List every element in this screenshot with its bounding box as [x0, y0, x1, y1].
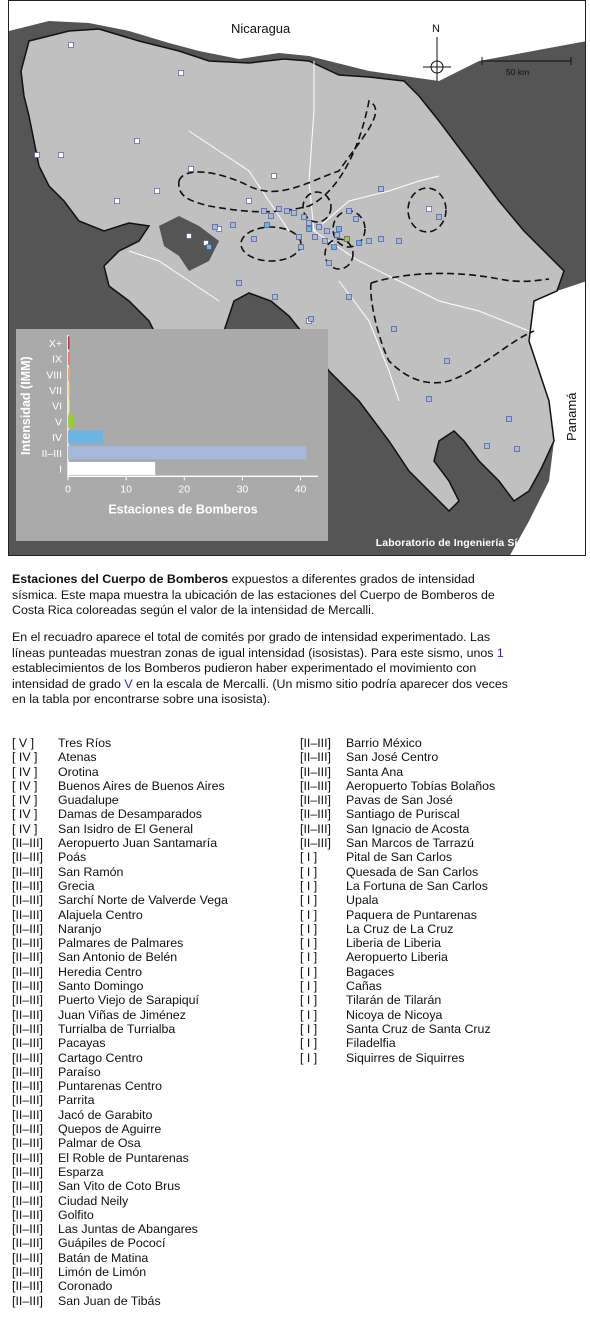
caption-p2-line3: establecimientos de los Bomberos pudieron haber experimentado el movimiento con	[12, 661, 477, 675]
station-name: Paquera de Puntarenas	[346, 907, 477, 922]
station-marker	[252, 237, 257, 242]
station-row	[12, 1093, 228, 1107]
chart-category-label: II–III	[41, 447, 62, 460]
station-intensity: [II–III]	[12, 1093, 43, 1108]
chart-x-tick-label: 10	[120, 483, 132, 496]
station-marker	[213, 225, 218, 230]
station-row	[12, 1136, 228, 1150]
station-row	[12, 807, 228, 821]
station-name: Poás	[58, 850, 87, 865]
station-intensity: [II–III]	[12, 893, 43, 908]
station-marker	[155, 189, 160, 194]
station-name: Esparza	[58, 1164, 104, 1179]
station-marker	[135, 139, 140, 144]
station-intensity: [II–III]	[300, 764, 331, 779]
station-name: San Antonio de Belén	[58, 950, 178, 965]
station-intensity: [ I ]	[300, 878, 318, 893]
station-intensity: [II–III]	[12, 1150, 43, 1165]
station-name: Siquirres de Siquirres	[346, 1050, 465, 1065]
station-name: Tilarán de Tilarán	[346, 993, 442, 1008]
station-intensity: [II–III]	[12, 907, 43, 922]
station-name: Puntarenas Centro	[58, 1079, 163, 1094]
station-row	[300, 979, 495, 993]
station-intensity: [II–III]	[12, 964, 43, 979]
chart-category-label: VII	[49, 384, 62, 397]
caption-title: Estaciones del Cuerpo de Bomberos	[12, 572, 229, 586]
station-marker	[507, 417, 512, 422]
chart-bar	[68, 336, 70, 349]
station-name: Palmar de Osa	[58, 1136, 141, 1151]
station-row	[300, 750, 495, 764]
station-marker	[247, 199, 252, 204]
station-name: Buenos Aires de Buenos Aires	[58, 778, 225, 793]
station-row	[300, 1036, 495, 1050]
station-marker	[272, 174, 277, 179]
station-row	[12, 1151, 228, 1165]
station-marker	[69, 43, 74, 48]
station-row	[300, 807, 495, 821]
station-intensity: [II–III]	[12, 979, 43, 994]
station-row	[300, 993, 495, 1007]
station-marker	[427, 207, 432, 212]
station-marker	[392, 327, 397, 332]
station-row	[300, 893, 495, 907]
station-intensity: [II–III]	[12, 850, 43, 865]
station-marker	[307, 221, 312, 226]
chart-bar	[68, 431, 103, 444]
chart-x-tick-label: 30	[236, 483, 249, 496]
station-name: San Isidro de El General	[58, 821, 193, 836]
station-marker	[367, 239, 372, 244]
station-marker	[59, 153, 64, 158]
station-row	[12, 865, 228, 879]
station-name: Santiago de Puriscal	[346, 807, 460, 822]
station-name: Cartago Centro	[58, 1050, 143, 1065]
station-list-right	[300, 736, 495, 1065]
caption-paragraph-1	[12, 572, 582, 619]
station-name: Damas de Desamparados	[58, 807, 202, 822]
station-name: Santa Cruz de Santa Cruz	[346, 1021, 491, 1036]
station-marker	[325, 229, 330, 234]
station-intensity: [II–III]	[12, 1222, 43, 1237]
station-intensity: [II–III]	[12, 1264, 43, 1279]
station-name: San Vito de Coto Brus	[58, 1179, 181, 1194]
station-row	[12, 1065, 228, 1079]
caption-p2-line1: En el recuadro aparece el total de comités por grado de intensidad experimentado. Las	[12, 630, 491, 644]
station-intensity: [ I ]	[300, 850, 318, 865]
station-name: Jacó de Garabito	[58, 1107, 153, 1122]
station-name: Coronado	[58, 1279, 113, 1294]
station-row	[12, 1036, 228, 1050]
station-marker	[292, 211, 297, 216]
station-row	[12, 979, 228, 993]
station-marker	[302, 215, 307, 220]
station-row	[12, 936, 228, 950]
station-marker	[231, 223, 236, 228]
station-row	[12, 1279, 228, 1293]
station-name: Limón de Limón	[58, 1264, 147, 1279]
station-row	[12, 950, 228, 964]
station-marker	[207, 245, 212, 250]
station-name: Guápiles de Pococí	[58, 1236, 166, 1251]
station-name: Aeropuerto Tobías Bolaños	[346, 778, 496, 793]
station-intensity: [ I ]	[300, 907, 318, 922]
station-intensity: [II–III]	[12, 1293, 43, 1308]
station-name: Heredia Centro	[58, 964, 143, 979]
station-name: Batán de Matina	[58, 1250, 149, 1265]
chart-x-tick-label: 20	[178, 483, 191, 496]
station-row	[12, 908, 228, 922]
station-row	[12, 893, 228, 907]
station-row	[12, 793, 228, 807]
station-row	[12, 1079, 228, 1093]
north-label: N	[432, 23, 440, 35]
station-intensity: [ I ]	[300, 1050, 318, 1065]
station-intensity: [II–III]	[12, 950, 43, 965]
station-marker	[313, 235, 318, 240]
station-intensity: [II–III]	[300, 750, 331, 765]
station-row	[12, 822, 228, 836]
intensity-grade: V	[124, 676, 133, 691]
chart-bar	[68, 383, 70, 396]
station-intensity: [ I ]	[300, 964, 318, 979]
intensity-chart	[16, 329, 328, 541]
station-intensity: [II–III]	[12, 1064, 43, 1079]
station-name: La Cruz de La Cruz	[346, 921, 454, 936]
caption-p1-line2: sísmica. Este mapa muestra la ubicación de las estaciones del Cuerpo de Bomberos de	[12, 587, 495, 602]
station-name: El Roble de Puntarenas	[58, 1150, 189, 1165]
station-marker	[445, 359, 450, 364]
station-marker	[273, 295, 278, 300]
station-marker	[35, 153, 40, 158]
station-intensity: [ IV ]	[12, 778, 38, 793]
station-row	[12, 836, 228, 850]
station-row	[12, 765, 228, 779]
station-marker	[189, 167, 194, 172]
station-row	[12, 965, 228, 979]
station-row	[300, 822, 495, 836]
station-marker	[347, 209, 352, 214]
station-name: Pital de San Carlos	[346, 850, 453, 865]
station-row	[12, 1236, 228, 1250]
station-name: Santa Ana	[346, 764, 404, 779]
station-marker	[354, 217, 359, 222]
station-name: Cañas	[346, 979, 382, 994]
station-intensity: [II–III]	[12, 878, 43, 893]
station-marker	[397, 239, 402, 244]
station-intensity: [II–III]	[12, 1079, 43, 1094]
station-row	[12, 1051, 228, 1065]
caption-p1-line3: Costa Rica coloreadas según el valor de la intensidad de Mercalli.	[12, 603, 375, 617]
station-intensity: [ I ]	[300, 1021, 318, 1036]
station-row	[12, 1294, 228, 1308]
station-marker	[237, 281, 242, 286]
caption-p2-line4a: intensidad de grado	[12, 676, 121, 691]
station-intensity: [II–III]	[12, 1021, 43, 1036]
chart-category-label: VIII	[46, 369, 62, 382]
chart-bar	[68, 462, 155, 475]
station-row	[300, 879, 495, 893]
station-row	[12, 993, 228, 1007]
station-row	[12, 1222, 228, 1236]
station-intensity: [ IV ]	[12, 807, 38, 822]
station-name: San José Centro	[346, 750, 439, 765]
chart-y-label: Intensidad (IMM)	[19, 356, 33, 455]
caption-p2-line5: en la tabla por encontrarse sobre una isosista).	[12, 692, 271, 706]
station-intensity: [ I ]	[300, 864, 318, 879]
chart-bar	[68, 415, 74, 428]
station-marker	[297, 235, 302, 240]
station-name: Naranjo	[58, 921, 102, 936]
station-marker	[345, 237, 350, 242]
nicaragua-label: Nicaragua	[231, 21, 291, 36]
station-row	[300, 1008, 495, 1022]
station-marker	[485, 444, 490, 449]
chart-x-label: Estaciones de Bomberos	[108, 502, 258, 517]
caption-paragraph-2	[12, 630, 582, 708]
station-row	[300, 736, 495, 750]
station-name: Quesada de San Carlos	[346, 864, 479, 879]
station-name: San Ramón	[58, 864, 124, 879]
station-name: Pavas de San José	[346, 793, 453, 808]
station-intensity: [ V ]	[12, 736, 35, 750]
station-row	[300, 1022, 495, 1036]
chart-category-label: IV	[52, 432, 62, 445]
map-panel	[8, 0, 586, 556]
station-marker	[187, 234, 192, 239]
station-intensity: [II–III]	[12, 993, 43, 1008]
station-row	[300, 836, 495, 850]
station-name: Liberia de Liberia	[346, 936, 442, 951]
station-intensity: [II–III]	[12, 1007, 43, 1022]
station-marker	[285, 209, 290, 214]
station-name: Grecia	[58, 878, 95, 893]
station-row	[12, 1265, 228, 1279]
station-list-left	[12, 736, 228, 1308]
station-marker	[307, 227, 312, 232]
intensity-chart-svg	[16, 329, 328, 541]
station-name: La Fortuna de San Carlos	[346, 878, 488, 893]
station-name: Atenas	[58, 750, 97, 765]
station-intensity: [ IV ]	[12, 750, 38, 765]
station-name: Barrio México	[346, 736, 422, 750]
station-intensity: [II–III]	[12, 921, 43, 936]
station-intensity: [ I ]	[300, 993, 318, 1008]
station-row	[300, 765, 495, 779]
station-name: Orotina	[58, 764, 99, 779]
caption-p2-line4b: en la escala de Mercalli. (Un mismo sitio podría aparecer dos veces	[136, 676, 508, 691]
station-intensity: [II–III]	[12, 864, 43, 879]
station-intensity: [ I ]	[300, 979, 318, 994]
station-marker	[115, 199, 120, 204]
station-name: Aeropuerto Liberia	[346, 950, 448, 965]
station-intensity: [II–III]	[12, 1050, 43, 1065]
caption-p1-line1: expuestos a diferentes grados de intensidad	[228, 572, 475, 586]
chart-category-label: V	[54, 416, 62, 429]
chart-bar	[68, 352, 70, 365]
station-row	[12, 1122, 228, 1136]
station-row	[12, 850, 228, 864]
station-marker	[262, 209, 267, 214]
station-intensity: [II–III]	[12, 1236, 43, 1251]
station-row	[12, 1108, 228, 1122]
station-marker	[515, 447, 520, 452]
station-marker	[269, 214, 274, 219]
station-name: Las Juntas de Abangares	[58, 1222, 198, 1237]
station-name: Ciudad Neily	[58, 1193, 129, 1208]
chart-category-label: X+	[48, 337, 62, 350]
station-marker	[265, 223, 270, 228]
station-row	[12, 1208, 228, 1222]
panama-label: Panamá	[564, 392, 579, 441]
lab-credit: Laboratorio de Ingeniería Sísmica (UCR)	[375, 537, 581, 549]
scale-label: 50 km	[506, 67, 530, 77]
station-intensity: [II–III]	[12, 1107, 43, 1122]
station-row	[12, 1194, 228, 1208]
chart-x-tick-label: 0	[65, 483, 71, 496]
station-marker	[335, 233, 340, 238]
station-marker	[379, 187, 384, 192]
station-row	[12, 879, 228, 893]
station-marker	[379, 237, 384, 242]
station-intensity: [ I ]	[300, 950, 318, 965]
station-intensity: [II–III]	[12, 1250, 43, 1265]
station-marker	[357, 241, 362, 246]
station-row	[300, 908, 495, 922]
station-name: Sarchí Norte de Valverde Vega	[58, 893, 228, 908]
station-intensity: [II–III]	[300, 807, 331, 822]
station-intensity: [II–III]	[300, 821, 331, 836]
station-name: Turrialba de Turrialba	[58, 1021, 176, 1036]
station-intensity: [ IV ]	[12, 821, 38, 836]
station-row	[300, 1051, 495, 1065]
station-name: Golfito	[58, 1207, 94, 1222]
station-intensity: [II–III]	[12, 1164, 43, 1179]
station-intensity: [ I ]	[300, 1007, 318, 1022]
station-name: Pacayas	[58, 1036, 106, 1051]
station-name: Nicoya de Nicoya	[346, 1007, 443, 1022]
station-name: Santo Domingo	[58, 979, 144, 994]
station-marker	[327, 261, 332, 266]
station-intensity: [II–III]	[300, 778, 331, 793]
station-name: San Marcos de Tarrazú	[346, 836, 474, 851]
station-marker	[323, 239, 328, 244]
station-intensity: [II–III]	[12, 1279, 43, 1294]
station-row	[12, 779, 228, 793]
station-name: Parrita	[58, 1093, 95, 1108]
station-marker	[347, 295, 352, 300]
station-intensity: [ IV ]	[12, 764, 38, 779]
station-name: Palmares de Palmares	[58, 936, 184, 951]
station-name: Aeropuerto Juan Santamaría	[58, 836, 218, 851]
station-intensity: [II–III]	[12, 836, 43, 851]
station-row	[12, 1022, 228, 1036]
station-count: 1	[496, 645, 504, 660]
station-row	[300, 793, 495, 807]
caption-p2-line2: líneas punteadas muestran zonas de igual intensidad (isosistas). Para este sismo, unos	[12, 645, 494, 660]
chart-bar	[68, 399, 70, 412]
station-marker	[299, 245, 304, 250]
station-name: Guadalupe	[58, 793, 119, 808]
station-name: San Ignacio de Acosta	[346, 821, 470, 836]
station-name: Upala	[346, 893, 379, 908]
chart-bar	[68, 446, 306, 459]
station-row	[300, 779, 495, 793]
station-name: Juan Viñas de Jiménez	[58, 1007, 186, 1022]
station-marker	[427, 397, 432, 402]
station-name: San Juan de Tibás	[58, 1293, 161, 1308]
station-intensity: [II–III]	[12, 1193, 43, 1208]
station-intensity: [II–III]	[12, 936, 43, 951]
station-name: Quepos de Aguirre	[58, 1122, 162, 1137]
station-intensity: [II–III]	[300, 736, 331, 750]
station-row	[300, 965, 495, 979]
station-name: Filadelfia	[346, 1036, 396, 1051]
station-row	[12, 1179, 228, 1193]
station-name: Alajuela Centro	[58, 907, 143, 922]
station-intensity: [II–III]	[12, 1207, 43, 1222]
station-row	[300, 936, 495, 950]
station-marker	[317, 225, 322, 230]
scale-bar	[482, 57, 571, 65]
station-name: Puerto Viejo de Sarapiquí	[58, 993, 199, 1008]
station-marker	[437, 215, 442, 220]
station-row	[12, 1251, 228, 1265]
station-intensity: [ I ]	[300, 936, 318, 951]
chart-bar	[68, 368, 70, 381]
station-row	[12, 1008, 228, 1022]
station-name: Paraíso	[58, 1064, 101, 1079]
station-intensity: [II–III]	[300, 793, 331, 808]
station-marker	[332, 245, 337, 250]
chart-category-label: I	[59, 463, 62, 476]
station-row	[300, 922, 495, 936]
station-intensity: [II–III]	[300, 836, 331, 851]
station-intensity: [II–III]	[12, 1036, 43, 1051]
station-row	[300, 950, 495, 964]
station-marker	[309, 317, 314, 322]
station-intensity: [ I ]	[300, 893, 318, 908]
station-row	[300, 850, 495, 864]
station-row	[12, 922, 228, 936]
station-intensity: [ IV ]	[12, 793, 38, 808]
station-name: Tres Ríos	[58, 736, 112, 750]
station-intensity: [ I ]	[300, 1036, 318, 1051]
chart-category-label: VI	[52, 400, 62, 413]
station-intensity: [II–III]	[12, 1122, 43, 1137]
chart-x-tick-label: 40	[294, 483, 307, 496]
station-intensity: [II–III]	[12, 1136, 43, 1151]
chart-category-label: IX	[52, 353, 62, 366]
station-intensity: [II–III]	[12, 1179, 43, 1194]
station-row	[12, 750, 228, 764]
station-marker	[337, 227, 342, 232]
station-row	[12, 736, 228, 750]
station-name: Bagaces	[346, 964, 395, 979]
station-intensity: [ I ]	[300, 921, 318, 936]
station-row	[12, 1165, 228, 1179]
station-marker	[277, 207, 282, 212]
station-marker	[179, 71, 184, 76]
station-row	[300, 865, 495, 879]
